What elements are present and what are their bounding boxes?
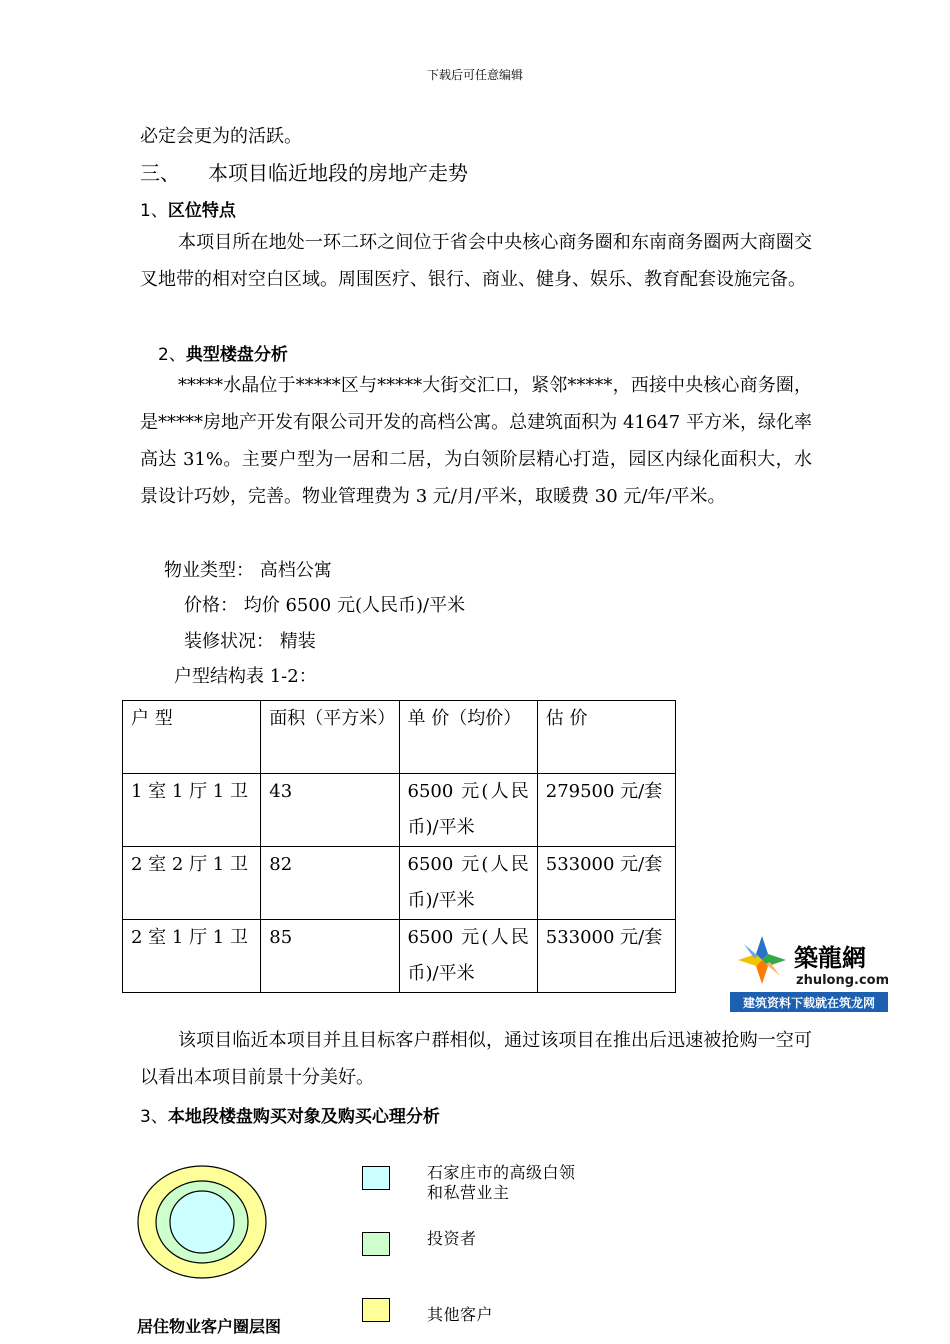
legend-swatch-other: [362, 1298, 390, 1322]
subheading-typical-project: [158, 340, 288, 365]
table-cell: 6500 元(人民币)/平米: [399, 920, 537, 993]
subheading-number: 1、: [140, 201, 168, 221]
circle-white-collar: [170, 1191, 234, 1253]
property-decoration: 装修状况： 精装: [184, 631, 316, 652]
subheading-title: 本地段楼盘购买对象及购买心理分析: [167, 1107, 440, 1127]
subheading-number: 2、: [158, 345, 186, 365]
legend-label-white-collar: 石家庄市的高级白领和私营业主: [427, 1163, 576, 1202]
diagram-caption: 居住物业客户圈层图: [137, 1317, 282, 1336]
table-caption: 户型结构表 1-2：: [174, 666, 317, 687]
header-cell: 面积（平方米）: [261, 701, 399, 774]
table-cell: 533000 元/套: [537, 920, 675, 993]
legend-label-investors: 投资者: [427, 1229, 477, 1248]
logo-url: zhulong.com: [796, 973, 888, 988]
table-row: [123, 847, 676, 920]
subheading-title: 区位特点: [167, 201, 236, 221]
logo-slogan: 建筑资料下载就在筑龙网: [742, 996, 876, 1010]
table-cell: 82: [261, 847, 399, 920]
table-cell: 279500 元/套: [537, 774, 675, 847]
table-row: [123, 774, 676, 847]
section-number: 三、: [140, 161, 180, 185]
property-type: 物业类型： 高档公寓: [164, 560, 332, 581]
table-cell: 43: [261, 774, 399, 847]
logo-name: 築龍網: [794, 943, 866, 972]
location-paragraph: 本项目所在地处一环二环之间位于省会中央核心商务圈和东南商务圈两大商圈交叉地带的相对空白区域。周围医疗、银行、商业、健身、娱乐、教育配套设施完备。: [140, 232, 812, 290]
zhulong-logo-graphic: [730, 934, 888, 1012]
legend-label-other: 其他客户: [427, 1305, 494, 1324]
table-cell: 85: [261, 920, 399, 993]
header-cell: 户 型: [123, 701, 261, 774]
zhulong-logo[interactable]: [730, 934, 888, 1012]
table-cell: 2 室 1 厅 1 卫: [123, 920, 261, 993]
unit-table: [122, 700, 676, 993]
table-header-row: [123, 701, 676, 774]
section-title: 本项目临近地段的房地产走势: [208, 161, 468, 185]
legend-swatch-investors: [362, 1232, 390, 1256]
subheading-title: 典型楼盘分析: [185, 345, 288, 365]
header-cell: 估 价: [537, 701, 675, 774]
table-cell: 533000 元/套: [537, 847, 675, 920]
conclusion-paragraph: 该项目临近本项目并且目标客户群相似，通过该项目在推出后迅速被抢购一空可以看出本项目前景十分美好。: [140, 1030, 812, 1088]
project-paragraph: *****水晶位于*****区与*****大街交汇口，紧邻*****，西接中央核心商务圈，是*****房地产开发有限公司开发的高档公寓。总建筑面积为 41647 平方米，绿化率高达 31%。主要户型为一居和二居，为白领阶层精心打造，园区内绿化面积大，水景设计巧妙，完善。物业管理费为 3 元/月/平米，取暖费 30 元/年/平米。: [140, 375, 812, 507]
property-price: 价格： 均价 6500 元(人民币)/平米: [184, 595, 466, 616]
table-row: [123, 920, 676, 993]
table-cell: 6500 元(人民币)/平米: [399, 847, 537, 920]
page-header: 下载后可任意编辑: [426, 68, 523, 82]
lead-line: 必定会更为的活跃。: [140, 126, 302, 147]
section-heading: [140, 157, 468, 186]
customer-circle-diagram: [136, 1164, 270, 1280]
header-cell: 单 价（均价）: [399, 701, 537, 774]
table-cell: 6500 元(人民币)/平米: [399, 774, 537, 847]
subheading-location: [140, 196, 236, 221]
subheading-number: 3、: [140, 1107, 168, 1127]
subheading-buyer-analysis: [140, 1102, 440, 1127]
table-cell: 2 室 2 厅 1 卫: [123, 847, 261, 920]
legend-swatch-white-collar: [362, 1166, 390, 1190]
table-cell: 1 室 1 厅 1 卫: [123, 774, 261, 847]
